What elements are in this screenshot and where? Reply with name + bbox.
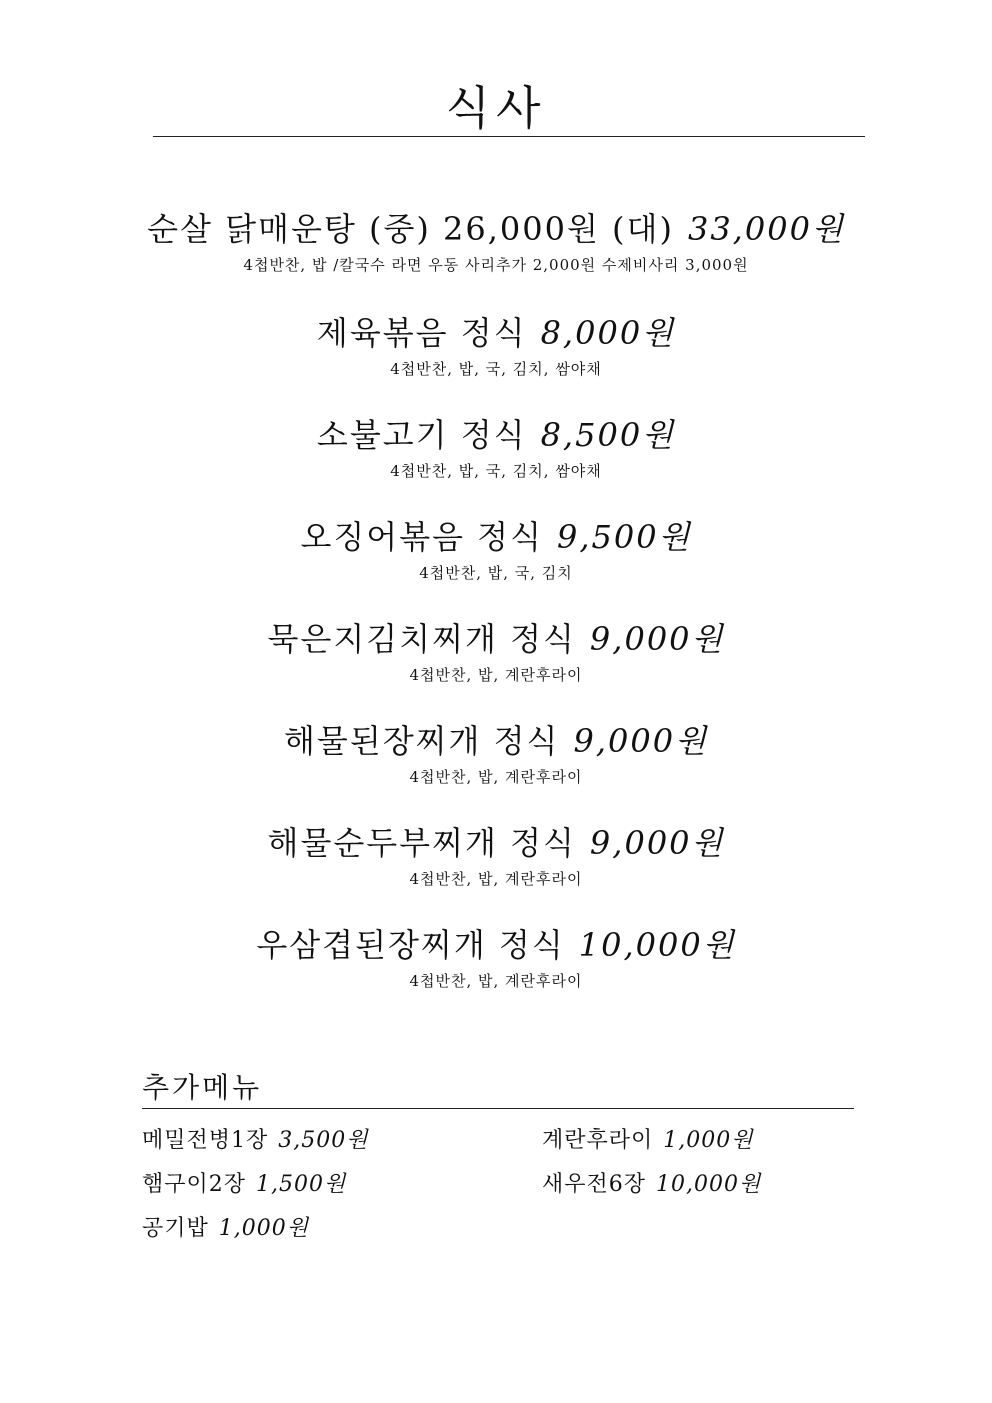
menu-item-desc: 4첩반찬, 밥, 계란후라이 xyxy=(409,870,583,888)
extra-item xyxy=(142,1124,369,1158)
menu-item-desc: 4첩반찬, 밥 /칼국수 라면 우동 사리추가 2,000원 수제비사리 3,000원 xyxy=(243,256,749,274)
title-divider xyxy=(153,136,865,137)
menu-item-desc: 4첩반찬, 밥, 계란후라이 xyxy=(409,972,583,990)
menu-item-title xyxy=(0,205,992,253)
extra-menu-title: 추가메뉴 xyxy=(142,1071,263,1104)
extra-item xyxy=(142,1212,309,1246)
menu-item-price: 8,500원 xyxy=(540,416,676,454)
menu-item xyxy=(0,717,992,789)
menu-item xyxy=(0,411,992,483)
menu-item-title xyxy=(0,921,992,969)
menu-item xyxy=(0,819,992,891)
extra-menu-divider xyxy=(142,1108,854,1109)
menu-item xyxy=(0,205,992,277)
menu-item-price: 9,500원 xyxy=(557,518,692,556)
extra-item-price: 1,000원 xyxy=(218,1216,309,1241)
menu-item-title xyxy=(0,513,992,561)
extra-item-name: 공기밥 xyxy=(142,1216,209,1241)
page-title: 식사 xyxy=(445,81,547,135)
menu-item-name: 소불고기 정식 xyxy=(316,416,527,454)
menu-item-desc: 4첩반찬, 밥, 국, 김치, 쌈야채 xyxy=(390,360,602,378)
menu-item-title xyxy=(0,819,992,867)
menu-item-name: 오징어볶음 정식 xyxy=(300,518,544,556)
menu-item-title xyxy=(0,411,992,459)
extra-item-price: 1,500원 xyxy=(256,1172,347,1197)
extra-item xyxy=(142,1168,346,1202)
menu-item-desc: 4첩반찬, 밥, 국, 김치, 쌈야채 xyxy=(390,462,602,480)
menu-item-name: 해물순두부찌개 정식 xyxy=(267,824,576,862)
menu-item-name: 우삼겹된장찌개 정식 xyxy=(256,926,565,964)
menu-item-name: 묵은지김치찌개 정식 xyxy=(267,620,576,658)
extra-item-name: 새우전6장 xyxy=(542,1172,647,1197)
menu-item xyxy=(0,615,992,687)
menu-item-title xyxy=(0,717,992,765)
menu-item-name: 순살 닭매운탕 (중) 26,000원 (대) xyxy=(147,210,674,248)
menu-item-title xyxy=(0,615,992,663)
extra-item-price: 10,000원 xyxy=(656,1172,762,1197)
menu-item-title xyxy=(0,309,992,357)
extra-item xyxy=(542,1168,761,1202)
menu-item xyxy=(0,309,992,381)
menu-item-price: 8,000원 xyxy=(540,314,676,352)
extra-item-name: 메밀전병1장 xyxy=(142,1128,269,1153)
menu-item-price: 9,000원 xyxy=(589,620,725,658)
menu-item-price: 10,000원 xyxy=(578,926,736,964)
extra-item-price: 1,000원 xyxy=(663,1128,754,1153)
extra-item-name: 계란후라이 xyxy=(542,1128,654,1153)
menu-item xyxy=(0,921,992,993)
menu-item-price: 9,000원 xyxy=(589,824,725,862)
menu-item-price: 33,000원 xyxy=(687,210,845,248)
menu-item-name: 제육볶음 정식 xyxy=(316,314,527,352)
menu-item-name: 해물된장찌개 정식 xyxy=(284,722,560,760)
menu-item xyxy=(0,513,992,585)
menu-item-desc: 4첩반찬, 밥, 계란후라이 xyxy=(409,768,583,786)
menu-item-price: 9,000원 xyxy=(573,722,708,760)
menu-item-desc: 4첩반찬, 밥, 계란후라이 xyxy=(409,666,583,684)
extra-item-price: 3,500원 xyxy=(278,1128,369,1153)
menu-item-desc: 4첩반찬, 밥, 국, 김치 xyxy=(419,564,573,582)
extra-item-name: 햄구이2장 xyxy=(142,1172,247,1197)
extra-item xyxy=(542,1124,754,1158)
